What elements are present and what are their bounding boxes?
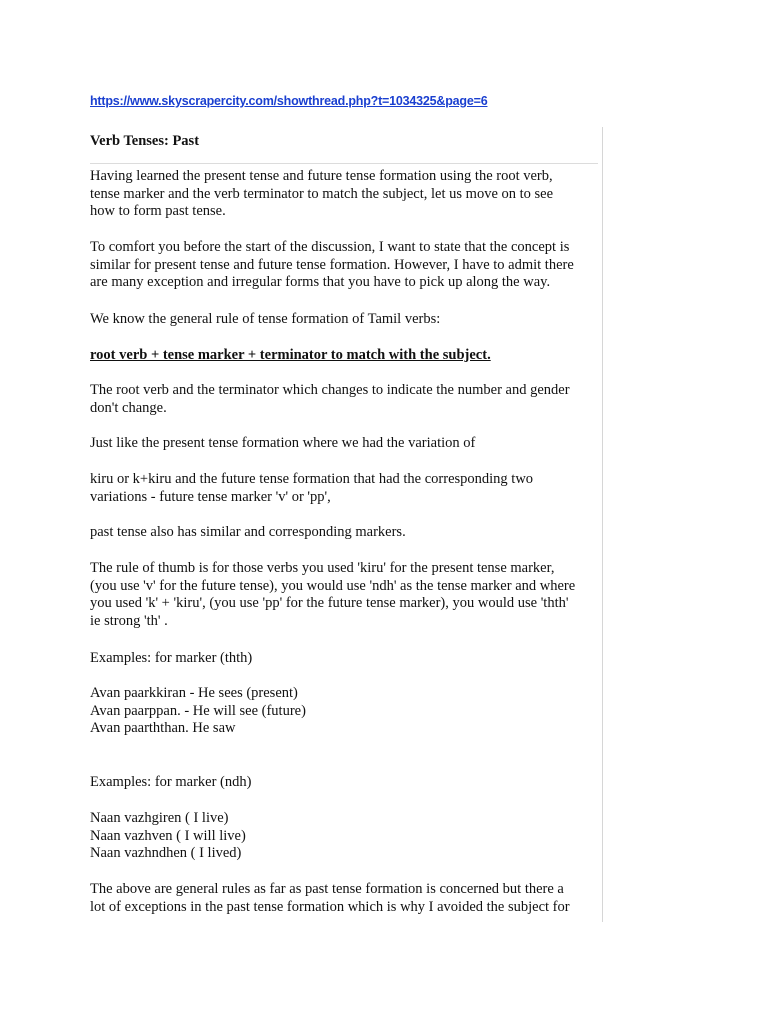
text-line: ie strong 'th' . [90,612,168,629]
paragraph-intro [90,168,605,221]
text-line: are many exception and irregular forms that you have to pick up along the way. [90,274,551,291]
text-line: Avan paarkkiran - He sees (present) [90,685,298,701]
text-line: (you use 'v' for the future tense), you would use 'ndh' as the tense marker and where [90,577,576,594]
text-line: you used 'k' + 'kiru', (you use 'pp' for the future tense marker), you would use 'thth' [90,595,569,612]
text-line: Having learned the present tense and future tense formation using the root verb, [90,168,553,184]
paragraph-exceptions [90,881,605,916]
text-line: Just like the present tense formation where we had the variation of [90,435,476,451]
text-line: Naan vazhven ( I will live) [90,827,246,844]
paragraph-general-rule [90,311,605,329]
text-line: Examples: for marker (thth) [90,650,253,666]
text-line: Naan vazhndhen ( I lived) [90,845,242,862]
text-line: The root verb and the terminator which changes to indicate the number and gender [90,382,570,398]
text-line: kiru or k+kiru and the future tense formation that had the corresponding two [90,471,534,487]
text-line: Examples: for marker (ndh) [90,774,252,790]
text-line: Avan paarppan. - He will see (future) [90,702,306,719]
text-line: don't change. [90,399,167,416]
source-link[interactable]: https://www.skyscrapercity.com/showthread.php?t=1034325&page=6 [90,94,488,108]
paragraph-kiru [90,471,605,506]
text-line: lot of exceptions in the past tense formation which is why I avoided the subject for [90,898,570,915]
text-line: similar for present tense and future tense formation. However, I have to admit there [90,256,574,273]
title-divider [90,163,598,164]
paragraph-past-markers [90,524,605,542]
rule-formula-text: root verb + tense marker + terminator to match with the subject. [90,347,491,363]
text-line: The rule of thumb is for those verbs you used 'kiru' for the present tense marker, [90,560,555,576]
text-line: Avan paarththan. He saw [90,720,236,737]
text-line: past tense also has similar and corresponding markers. [90,524,406,540]
text-line: To comfort you before the start of the discussion, I want to state that the concept is [90,239,570,255]
paragraph-comfort [90,239,605,292]
paragraph-examples-ndh [90,774,605,792]
paragraph-just-like [90,435,605,453]
paragraph-examples-thth [90,650,605,668]
paragraph-avan-examples [90,685,605,738]
paragraph-root-verb [90,382,605,417]
text-line: tense marker and the verb terminator to match the subject, let us move on to see [90,185,554,202]
document-title: Verb Tenses: Past [90,133,200,149]
paragraph-rule-formula [90,347,605,365]
text-line: We know the general rule of tense formation of Tamil verbs: [90,311,441,327]
text-line: variations - future tense marker 'v' or 'pp', [90,488,331,505]
paragraph-rule-of-thumb [90,560,605,630]
paragraph-naan-examples [90,810,605,863]
text-line: The above are general rules as far as past tense formation is concerned but there a [90,881,564,897]
text-line: Naan vazhgiren ( I live) [90,810,229,826]
text-line: how to form past tense. [90,203,226,220]
